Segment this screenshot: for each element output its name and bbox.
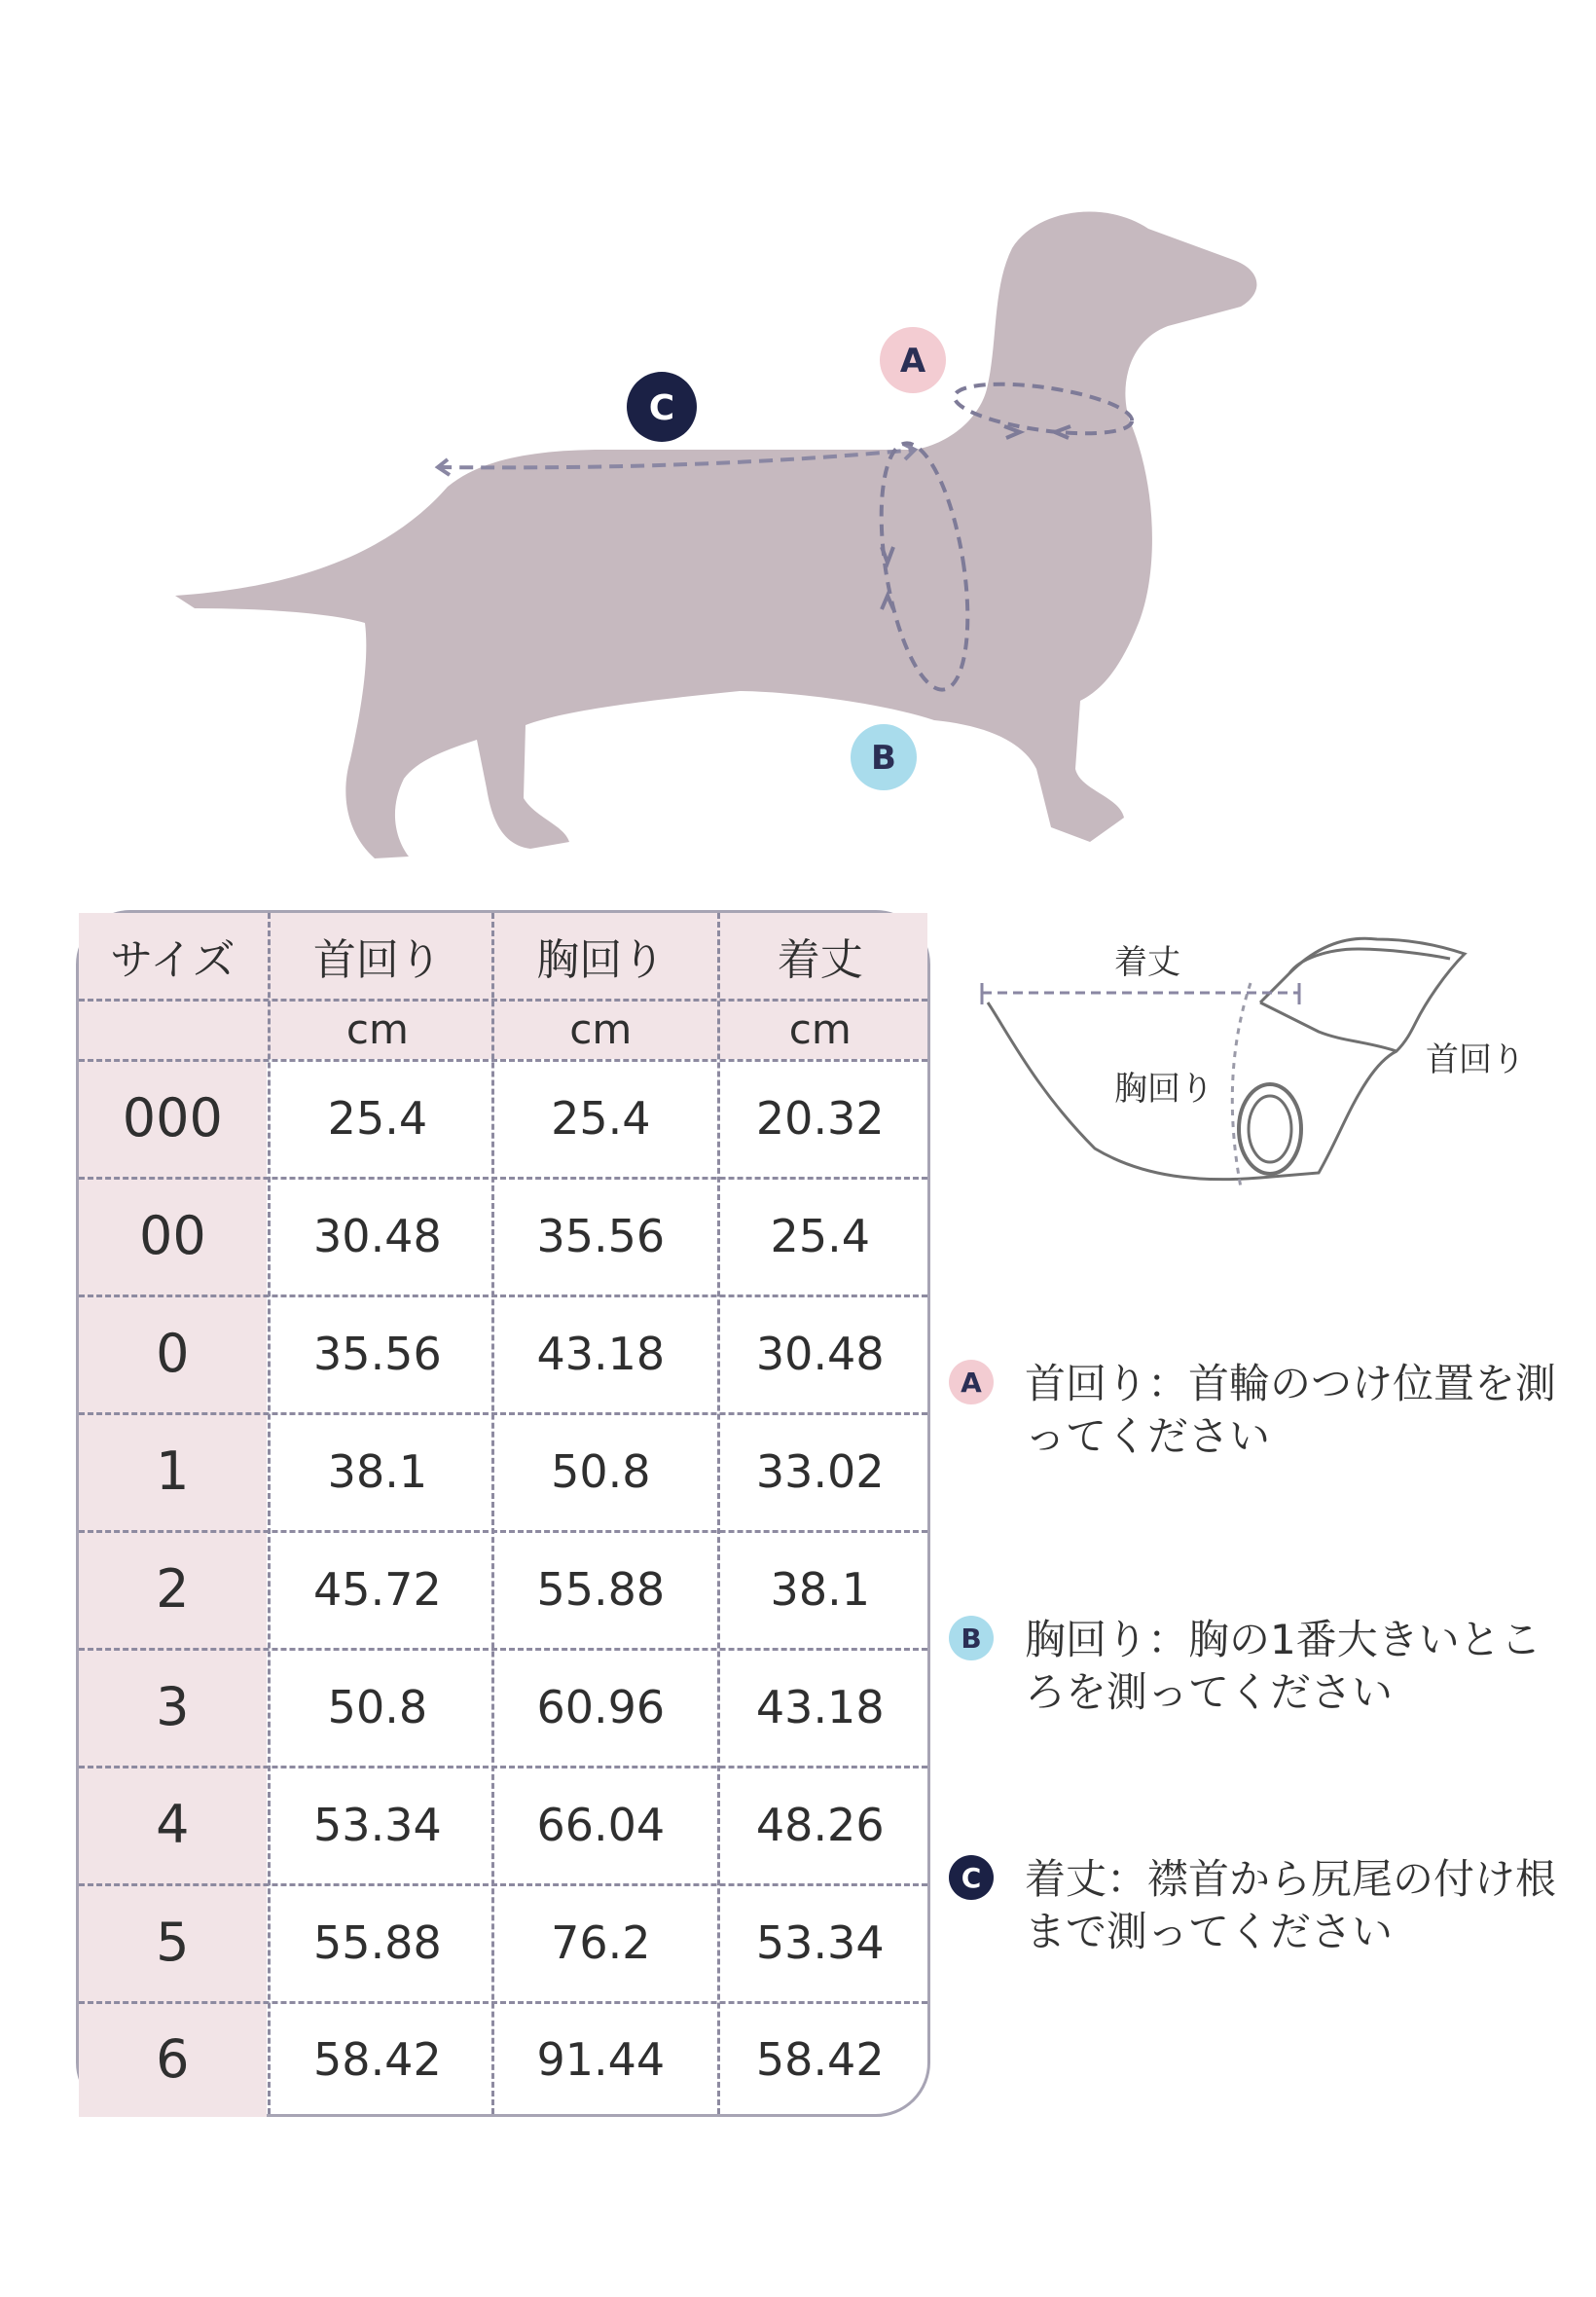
header-chest: 胸回り: [489, 913, 712, 999]
row-divider: [79, 2001, 927, 2004]
neck-cell: 50.8: [327, 1680, 428, 1733]
garment-diagram: [968, 895, 1525, 1217]
table-unit-row: [79, 999, 927, 1059]
row-divider: [79, 1059, 927, 1062]
length-cell: 58.42: [755, 2032, 885, 2086]
size-cell: 000: [79, 1059, 267, 1177]
marker-b: [851, 724, 917, 790]
legend-marker-c: C: [949, 1855, 994, 1900]
neck-cell: 58.42: [313, 2032, 442, 2086]
marker-c: [627, 372, 697, 442]
legend-item-c: [949, 1853, 1581, 1970]
marker-b-label: B: [871, 739, 896, 778]
legend-item-a: [949, 1358, 1581, 1475]
header-size: サイズ: [79, 913, 267, 999]
header-neck: 首回り: [267, 913, 489, 999]
legend-item-b: [949, 1614, 1581, 1731]
row-divider: [79, 1530, 927, 1533]
row-divider: [79, 1883, 927, 1886]
length-cell: 48.26: [755, 1798, 885, 1851]
chest-cell: 50.8: [551, 1444, 651, 1498]
neck-cell: 25.4: [327, 1091, 428, 1145]
chest-cell: 55.88: [536, 1562, 666, 1616]
row-divider: [79, 999, 927, 1002]
chest-cell: 25.4: [551, 1091, 651, 1145]
legend-text-b: 胸回り：胸の1番大きいところを測ってください: [1025, 1616, 1542, 1716]
legend-marker-a: A: [949, 1360, 994, 1404]
neck-cell: 53.34: [313, 1798, 442, 1851]
neck-cell: 38.1: [327, 1444, 428, 1498]
table-row: [79, 1177, 927, 1294]
garment-neck-label: 首回り: [1426, 1040, 1525, 1079]
length-cell: 30.48: [755, 1327, 885, 1380]
neck-cell: 35.56: [313, 1327, 442, 1380]
table-row: [79, 1530, 927, 1648]
chest-cell: 76.2: [551, 1915, 651, 1969]
table-row: [79, 2001, 927, 2117]
marker-a-label: A: [899, 342, 926, 381]
size-cell: 00: [79, 1177, 267, 1294]
table-row: [79, 1766, 927, 1883]
unit-length: cm: [713, 999, 927, 1059]
unit-size: [79, 999, 267, 1059]
dog-measurement-diagram: [156, 195, 1324, 876]
size-cell: 3: [79, 1648, 267, 1766]
size-table: [76, 910, 930, 2117]
table-row: [79, 1059, 927, 1177]
size-cell: 5: [79, 1883, 267, 2001]
column-divider: [491, 913, 494, 2114]
row-divider: [79, 1294, 927, 1297]
chest-cell: 60.96: [536, 1680, 666, 1733]
table-row: [79, 1883, 927, 2001]
size-cell: 2: [79, 1530, 267, 1648]
size-cell: 4: [79, 1766, 267, 1883]
chest-cell: 43.18: [536, 1327, 666, 1380]
length-cell: 43.18: [755, 1680, 885, 1733]
column-divider: [268, 913, 271, 2114]
legend-text-c: 着丈：襟首から尻尾の付け根まで測ってください: [1025, 1855, 1557, 1955]
length-cell: 25.4: [770, 1209, 870, 1262]
row-divider: [79, 1648, 927, 1651]
neck-cell: 30.48: [313, 1209, 442, 1262]
chest-cell: 66.04: [536, 1798, 666, 1851]
header-length: 着丈: [713, 913, 927, 999]
size-cell: 6: [79, 2001, 267, 2117]
table-row: [79, 1648, 927, 1766]
table-row: [79, 1412, 927, 1530]
chest-cell: 91.44: [536, 2032, 666, 2086]
garment-outline: [988, 938, 1465, 1187]
length-cell: 33.02: [755, 1444, 885, 1498]
column-divider: [717, 913, 720, 2114]
length-cell: 53.34: [755, 1915, 885, 1969]
chest-cell: 35.56: [536, 1209, 666, 1262]
marker-c-label: C: [648, 388, 675, 428]
legend-marker-b: B: [949, 1616, 994, 1660]
row-divider: [79, 1766, 927, 1768]
size-cell: 0: [79, 1294, 267, 1412]
dachshund-silhouette: [175, 212, 1256, 858]
unit-chest: cm: [489, 999, 712, 1059]
row-divider: [79, 1177, 927, 1180]
row-divider: [79, 1412, 927, 1415]
legend-text-a: 首回り：首輪のつけ位置を測ってください: [1025, 1360, 1557, 1460]
length-cell: 20.32: [755, 1091, 885, 1145]
table-header-row: [79, 913, 927, 999]
table-row: [79, 1294, 927, 1412]
size-cell: 1: [79, 1412, 267, 1530]
neck-cell: 55.88: [313, 1915, 442, 1969]
garment-chest-label: 胸回り: [1114, 1070, 1214, 1109]
unit-neck: cm: [267, 999, 489, 1059]
neck-cell: 45.72: [313, 1562, 442, 1616]
garment-length-label: 着丈: [1114, 943, 1180, 982]
length-cell: 38.1: [770, 1562, 870, 1616]
garment-length-line: [982, 983, 1299, 1004]
marker-a: [880, 327, 946, 393]
